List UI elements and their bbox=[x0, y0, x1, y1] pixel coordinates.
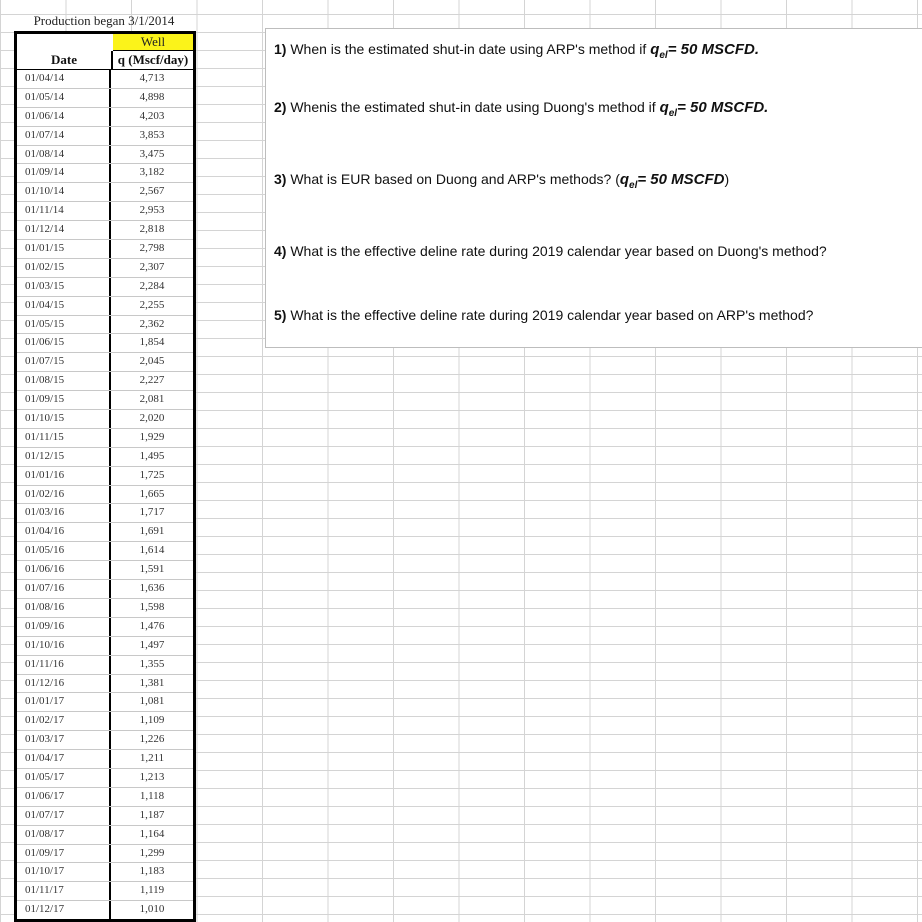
date-cell[interactable]: 01/01/16 bbox=[17, 467, 111, 485]
rate-cell[interactable]: 1,929 bbox=[139, 430, 165, 443]
table-row bbox=[17, 523, 193, 542]
well-label[interactable]: Well bbox=[113, 34, 193, 51]
rate-cell[interactable]: 1,725 bbox=[139, 468, 165, 481]
rate-cell[interactable]: 1,118 bbox=[139, 789, 165, 802]
rate-cell[interactable]: 1,665 bbox=[139, 487, 165, 500]
table-row bbox=[17, 183, 193, 202]
table-row bbox=[17, 788, 193, 807]
table-row bbox=[17, 580, 193, 599]
table-row bbox=[17, 599, 193, 618]
date-cell[interactable]: 01/11/15 bbox=[17, 429, 111, 447]
rate-cell[interactable]: 1,081 bbox=[139, 695, 165, 708]
date-cell[interactable]: 01/09/16 bbox=[17, 618, 111, 636]
table-row bbox=[17, 297, 193, 316]
table-row bbox=[17, 372, 193, 391]
production-table bbox=[14, 31, 196, 922]
table-row bbox=[17, 561, 193, 580]
table-row bbox=[17, 221, 193, 240]
rate-cell[interactable]: 2,567 bbox=[139, 185, 165, 198]
table-row bbox=[17, 712, 193, 731]
date-cell[interactable]: 01/04/16 bbox=[17, 523, 111, 541]
rate-cell[interactable]: 1,109 bbox=[139, 714, 165, 727]
date-cell[interactable]: 01/02/15 bbox=[17, 259, 111, 277]
date-cell[interactable]: 01/05/16 bbox=[17, 542, 111, 560]
rate-cell[interactable]: 3,182 bbox=[139, 166, 165, 179]
table-row bbox=[17, 750, 193, 769]
date-cell[interactable]: 01/04/17 bbox=[17, 750, 111, 768]
well-header-row bbox=[17, 34, 193, 51]
table-row bbox=[17, 278, 193, 297]
table-row bbox=[17, 353, 193, 372]
date-cell[interactable]: 01/11/17 bbox=[17, 882, 111, 900]
date-cell[interactable]: 01/07/14 bbox=[17, 127, 111, 145]
rate-cell[interactable]: 1,213 bbox=[139, 770, 165, 783]
rate-cell[interactable]: 1,211 bbox=[139, 752, 165, 765]
table-row bbox=[17, 845, 193, 864]
table-row bbox=[17, 70, 193, 89]
rate-cell[interactable]: 1,164 bbox=[139, 827, 165, 840]
date-cell[interactable]: 01/12/14 bbox=[17, 221, 111, 239]
date-cell[interactable]: 01/10/17 bbox=[17, 863, 111, 881]
rate-cell[interactable]: 1,598 bbox=[139, 600, 165, 613]
rate-cell[interactable]: 3,475 bbox=[139, 147, 165, 160]
date-cell[interactable]: 01/06/15 bbox=[17, 334, 111, 352]
rate-cell[interactable]: 2,081 bbox=[139, 393, 165, 406]
rate-cell[interactable]: 3,853 bbox=[139, 128, 165, 141]
table-row bbox=[17, 731, 193, 750]
table-row bbox=[17, 675, 193, 694]
table-row bbox=[17, 467, 193, 486]
rate-cell[interactable]: 1,299 bbox=[139, 846, 165, 859]
date-cell[interactable]: 01/02/16 bbox=[17, 486, 111, 504]
table-row bbox=[17, 826, 193, 845]
rate-cell[interactable]: 1,010 bbox=[139, 903, 165, 916]
rate-cell[interactable]: 2,818 bbox=[139, 223, 165, 236]
rate-cell[interactable]: 1,187 bbox=[139, 808, 165, 821]
rate-cell[interactable]: 2,045 bbox=[139, 355, 165, 368]
table-row bbox=[17, 504, 193, 523]
date-cell[interactable]: 01/05/15 bbox=[17, 316, 111, 334]
rate-cell[interactable]: 4,898 bbox=[139, 90, 165, 103]
date-cell[interactable]: 01/09/14 bbox=[17, 164, 111, 182]
date-cell[interactable]: 01/06/14 bbox=[17, 108, 111, 126]
date-cell[interactable]: 01/07/15 bbox=[17, 353, 111, 371]
date-cell[interactable]: 01/10/15 bbox=[17, 410, 111, 428]
rate-cell[interactable]: 1,119 bbox=[139, 884, 165, 897]
date-cell[interactable]: 01/04/15 bbox=[17, 297, 111, 315]
rate-cell[interactable]: 2,798 bbox=[139, 242, 165, 255]
date-cell[interactable]: 01/01/15 bbox=[17, 240, 111, 258]
question-2[interactable]: 2) Whenis the estimated shut-in date using Duong's method if $q_{el}= 50$ MSCFD. bbox=[274, 99, 769, 119]
column-headers bbox=[17, 51, 193, 70]
table-row bbox=[17, 807, 193, 826]
table-row bbox=[17, 164, 193, 183]
rate-cell[interactable]: 2,362 bbox=[139, 317, 165, 330]
date-cell[interactable]: 01/05/17 bbox=[17, 769, 111, 787]
date-cell[interactable]: 01/10/14 bbox=[17, 183, 111, 201]
table-row bbox=[17, 863, 193, 882]
rate-cell[interactable]: 1,636 bbox=[139, 582, 165, 595]
date-header[interactable]: Date bbox=[17, 51, 113, 69]
date-cell[interactable]: 01/09/15 bbox=[17, 391, 111, 409]
table-row bbox=[17, 542, 193, 561]
rate-cell[interactable]: 2,307 bbox=[139, 260, 165, 273]
date-cell[interactable]: 01/08/17 bbox=[17, 826, 111, 844]
date-cell[interactable]: 01/11/16 bbox=[17, 656, 111, 674]
table-row bbox=[17, 240, 193, 259]
date-cell[interactable]: 01/02/17 bbox=[17, 712, 111, 730]
rate-cell[interactable]: 2,020 bbox=[139, 412, 165, 425]
rate-cell[interactable]: 2,953 bbox=[139, 204, 165, 217]
table-row bbox=[17, 89, 193, 108]
date-cell[interactable]: 01/03/17 bbox=[17, 731, 111, 749]
table-row bbox=[17, 316, 193, 335]
table-row bbox=[17, 901, 193, 919]
table-row bbox=[17, 618, 193, 637]
date-cell[interactable]: 01/08/14 bbox=[17, 146, 111, 164]
table-row bbox=[17, 391, 193, 410]
questions-box bbox=[265, 28, 922, 348]
date-cell[interactable]: 01/05/14 bbox=[17, 89, 111, 107]
rate-header[interactable]: q (Mscf/day) bbox=[117, 52, 189, 67]
rate-cell[interactable]: 1,854 bbox=[139, 336, 165, 349]
date-cell[interactable]: 01/09/17 bbox=[17, 845, 111, 863]
table-row bbox=[17, 429, 193, 448]
date-cell[interactable]: 01/11/14 bbox=[17, 202, 111, 220]
date-cell[interactable]: 01/01/17 bbox=[17, 693, 111, 711]
rate-cell[interactable]: 1,183 bbox=[139, 865, 165, 878]
rate-cell[interactable]: 2,255 bbox=[139, 298, 165, 311]
table-row bbox=[17, 259, 193, 278]
rate-cell[interactable]: 1,614 bbox=[139, 544, 165, 557]
rate-cell[interactable]: 1,226 bbox=[139, 733, 165, 746]
question-5[interactable]: 5) What is the effective deline rate during 2019 calendar year based on ARP's method? bbox=[274, 307, 814, 323]
table-row bbox=[17, 693, 193, 712]
rate-cell[interactable]: 2,227 bbox=[139, 374, 165, 387]
table-row bbox=[17, 410, 193, 429]
table-row bbox=[17, 334, 193, 353]
date-cell[interactable]: 01/08/15 bbox=[17, 372, 111, 390]
date-cell[interactable]: 01/12/16 bbox=[17, 675, 111, 693]
data-rows bbox=[17, 70, 193, 919]
table-row bbox=[17, 637, 193, 656]
rate-cell[interactable]: 1,497 bbox=[139, 638, 165, 651]
rate-cell[interactable]: 1,495 bbox=[139, 449, 165, 462]
rate-cell[interactable]: 1,717 bbox=[139, 506, 165, 519]
rate-cell[interactable]: 1,381 bbox=[139, 676, 165, 689]
table-row bbox=[17, 127, 193, 146]
table-row bbox=[17, 146, 193, 165]
table-row bbox=[17, 486, 193, 505]
date-cell[interactable]: 01/03/15 bbox=[17, 278, 111, 296]
rate-cell[interactable]: 1,476 bbox=[139, 619, 165, 632]
table-row bbox=[17, 656, 193, 675]
date-cell[interactable]: 01/10/16 bbox=[17, 637, 111, 655]
rate-cell[interactable]: 4,713 bbox=[139, 72, 165, 84]
table-row bbox=[17, 448, 193, 467]
date-cell[interactable]: 01/03/16 bbox=[17, 504, 111, 522]
production-title: Production began 3/1/2014 bbox=[33, 13, 175, 28]
date-cell[interactable]: 01/07/17 bbox=[17, 807, 111, 825]
table-row bbox=[17, 882, 193, 901]
date-cell[interactable]: 01/12/15 bbox=[17, 448, 111, 466]
rate-cell[interactable]: 1,691 bbox=[139, 525, 165, 538]
date-cell[interactable]: 01/04/14 bbox=[17, 70, 111, 88]
table-row bbox=[17, 202, 193, 221]
rate-cell[interactable]: 1,355 bbox=[139, 657, 165, 670]
table-row bbox=[17, 769, 193, 788]
table-row bbox=[17, 108, 193, 127]
date-cell[interactable]: 01/06/17 bbox=[17, 788, 111, 806]
rate-cell[interactable]: 2,284 bbox=[139, 279, 165, 292]
date-cell[interactable]: 01/12/17 bbox=[17, 901, 111, 919]
question-3[interactable]: 3) What is EUR based on Duong and ARP's methods? ($q_{el}= 50$ MSCFD) bbox=[274, 171, 730, 191]
date-cell[interactable]: 01/08/16 bbox=[17, 599, 111, 617]
rate-cell[interactable]: 1,591 bbox=[139, 563, 165, 576]
date-cell[interactable]: 01/06/16 bbox=[17, 561, 111, 579]
date-cell[interactable]: 01/07/16 bbox=[17, 580, 111, 598]
rate-cell[interactable]: 4,203 bbox=[139, 109, 165, 122]
question-4[interactable]: 4) What is the effective deline rate during 2019 calendar year based on Duong's method? bbox=[274, 243, 827, 259]
question-1[interactable]: 1) When is the estimated shut-in date using ARP's method if $q_{el}= 50$ MSCFD. bbox=[274, 41, 759, 61]
